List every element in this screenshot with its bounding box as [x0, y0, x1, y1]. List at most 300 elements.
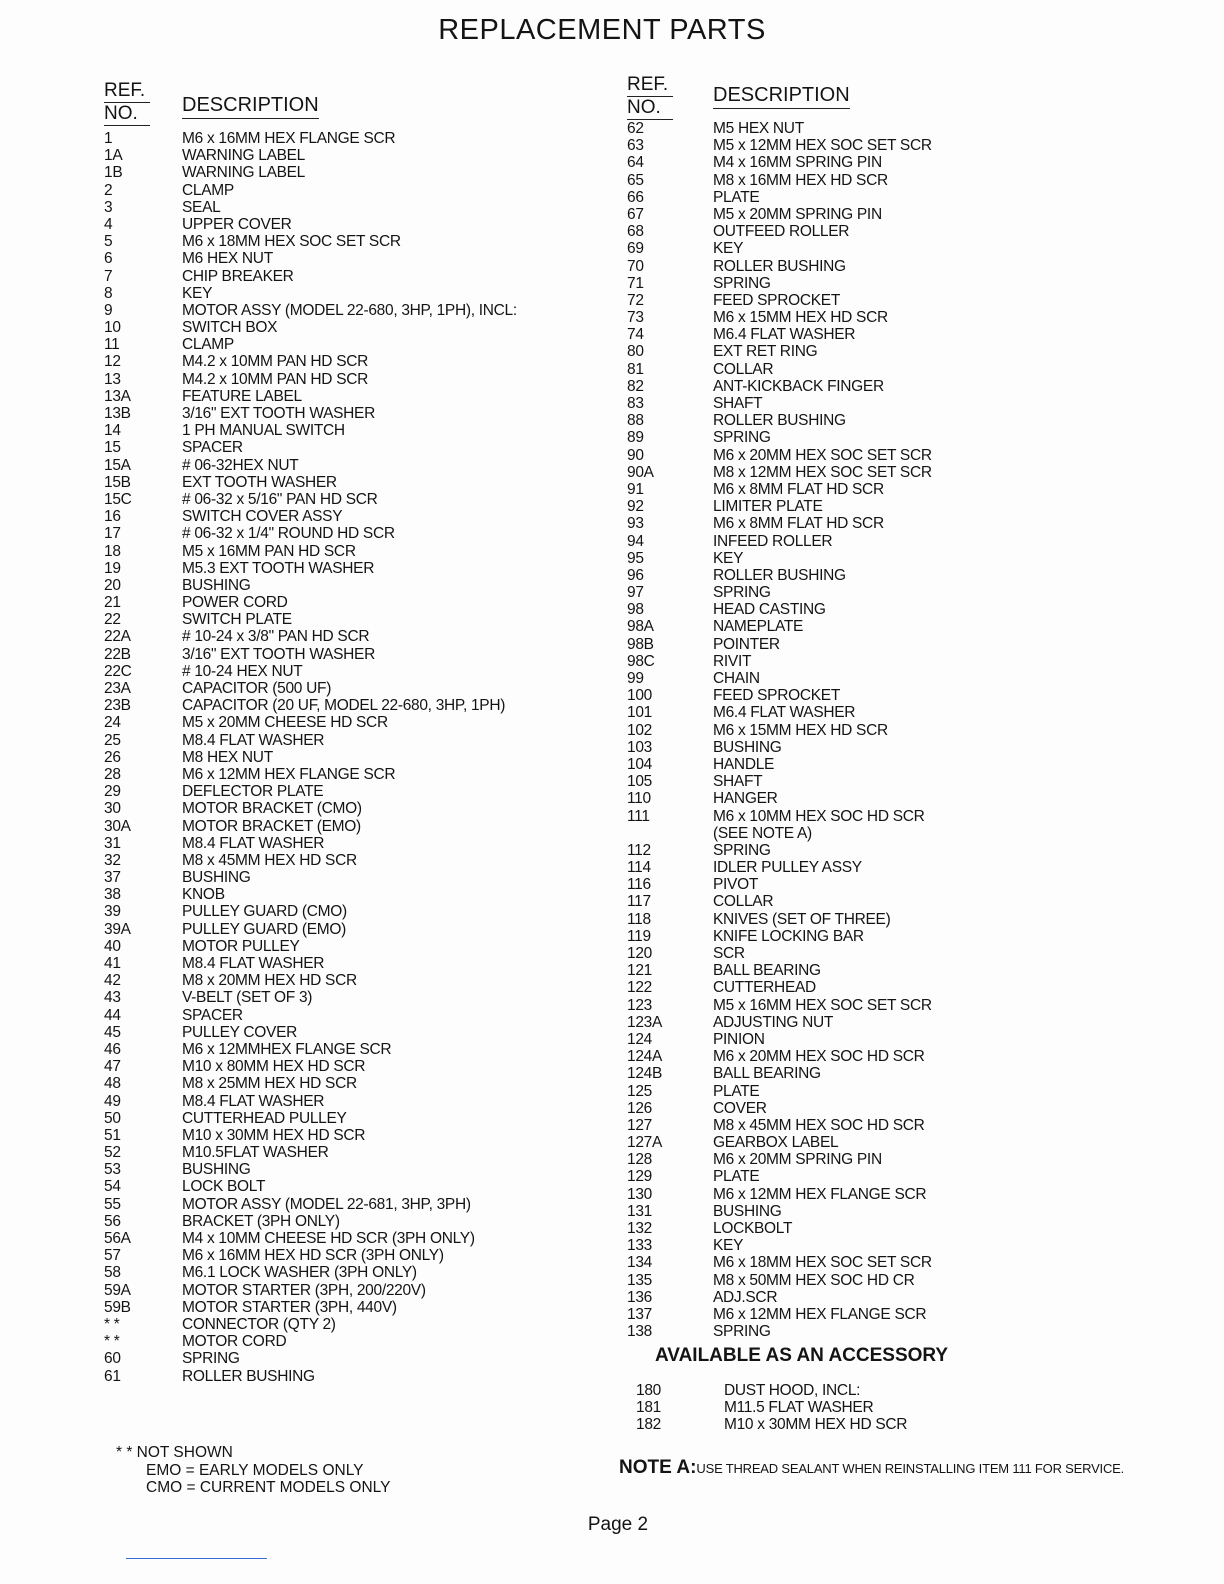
part-description: 3/16" EXT TOOTH WASHER [182, 405, 375, 422]
part-ref-no: 81 [627, 360, 644, 378]
part-row [104, 422, 564, 439]
part-ref-no: 80 [627, 343, 644, 361]
part-row [627, 1323, 1187, 1340]
part-ref-no: 182 [636, 1416, 661, 1434]
part-ref-no: 57 [104, 1247, 121, 1265]
part-row [636, 1416, 1086, 1433]
part-description: (SEE NOTE A) [713, 824, 812, 842]
part-description: NAMEPLATE [713, 618, 804, 636]
part-description: MOTOR ASSY (MODEL 22-680, 3HP, 1PH), INCL: [182, 301, 517, 319]
part-ref-no: 110 [627, 790, 651, 808]
part-description: KNIFE LOCKING BAR [713, 927, 864, 945]
part-description: M8.4 FLAT WASHER [182, 955, 325, 972]
part-row [627, 739, 1187, 756]
part-ref-no: 19 [104, 559, 121, 577]
part-ref-no: 5 [104, 233, 113, 251]
part-ref-no: 67 [627, 205, 644, 223]
note-a-text: USE THREAD SEALANT WHEN REINSTALLING ITEM 111 FOR SERVICE. [696, 1461, 1125, 1476]
part-description: MOTOR BRACKET (EMO) [182, 817, 361, 835]
part-description: M8 x 16MM HEX HD SCR [713, 171, 888, 189]
part-row [627, 481, 1187, 498]
part-row [627, 687, 1187, 704]
part-ref-no: 29 [104, 783, 121, 801]
part-description: LOCKBOLT [713, 1220, 793, 1237]
part-description: SPRING [713, 429, 771, 447]
part-row [627, 1254, 1187, 1271]
part-description: SHAFT [713, 395, 763, 412]
part-description: M5 HEX NUT [713, 120, 804, 137]
part-row [104, 1247, 564, 1264]
part-description: M6.4 FLAT WASHER [713, 326, 856, 344]
part-ref-no: 42 [104, 972, 121, 990]
part-row [627, 1151, 1187, 1168]
part-row [104, 1127, 564, 1144]
part-row [627, 962, 1187, 979]
part-description: LIMITER PLATE [713, 498, 823, 516]
part-ref-no: 112 [627, 841, 651, 859]
part-row [627, 498, 1187, 515]
part-row [636, 1399, 1086, 1416]
part-ref-no: 133 [627, 1237, 652, 1255]
part-row [104, 1230, 564, 1247]
part-row [636, 1382, 1086, 1399]
part-description: SPACER [182, 439, 243, 457]
part-description: BALL BEARING [713, 962, 821, 980]
part-ref-no: 54 [104, 1178, 121, 1196]
part-ref-no: 134 [627, 1254, 652, 1272]
part-ref-no: 74 [627, 326, 644, 344]
part-ref-no: 127 [627, 1116, 652, 1134]
part-row [104, 1058, 564, 1075]
part-description: M4 x 10MM CHEESE HD SCR (3PH ONLY) [182, 1230, 475, 1247]
part-row [627, 1220, 1187, 1237]
part-description: V-BELT (SET OF 3) [182, 989, 313, 1007]
part-row [627, 189, 1187, 206]
part-description: CLAMP [182, 336, 234, 354]
part-description: M5 x 16MM HEX SOC SET SCR [713, 996, 932, 1014]
part-description: ROLLER BUSHING [713, 566, 846, 584]
part-ref-no: 10 [104, 319, 121, 337]
accessory-parts-list [636, 1382, 1086, 1434]
part-row [627, 893, 1187, 910]
part-row [104, 1368, 564, 1385]
part-ref-no: 62 [627, 120, 644, 137]
part-row [627, 825, 1187, 842]
part-description: # 10-24 x 3/8" PAN HD SCR [182, 628, 370, 646]
part-ref-no: 100 [627, 687, 652, 705]
part-description: M6.1 LOCK WASHER (3PH ONLY) [182, 1264, 417, 1282]
part-ref-no: 37 [104, 869, 121, 887]
accessory-title: AVAILABLE AS AN ACCESSORY [655, 1345, 949, 1366]
part-description: M8 x 45MM HEX HD SCR [182, 851, 357, 869]
part-description: # 06-32 x 5/16" PAN HD SCR [182, 490, 378, 508]
part-description: 1 PH MANUAL SWITCH [182, 422, 345, 440]
part-row [627, 1083, 1187, 1100]
part-description: SWITCH PLATE [182, 611, 292, 629]
part-ref-no: 119 [627, 927, 651, 945]
part-description: M6.4 FLAT WASHER [713, 704, 856, 722]
part-description: EXT TOOTH WASHER [182, 473, 337, 491]
part-description: M8 x 45MM HEX SOC HD SCR [713, 1116, 925, 1134]
part-ref-no: * * [104, 1333, 120, 1351]
part-description: ROLLER BUSHING [713, 257, 846, 275]
part-row [104, 1110, 564, 1127]
part-description: MOTOR STARTER (3PH, 440V) [182, 1298, 397, 1316]
part-description: PULLEY GUARD (CMO) [182, 903, 347, 921]
part-row [627, 584, 1187, 601]
part-row [104, 543, 564, 560]
description-header: DESCRIPTION [713, 84, 850, 109]
part-row [104, 1075, 564, 1092]
part-row [104, 474, 564, 491]
part-ref-no: 22B [104, 645, 131, 663]
part-ref-no: 12 [104, 353, 121, 371]
part-description: BUSHING [713, 738, 782, 756]
part-ref-no: 82 [627, 377, 644, 395]
part-ref-no: 45 [104, 1023, 121, 1041]
part-description: M5 x 20MM CHEESE HD SCR [182, 714, 388, 732]
part-description: M6 x 18MM HEX SOC SET SCR [182, 233, 401, 251]
part-ref-no: 21 [104, 594, 121, 612]
part-ref-no: 24 [104, 714, 121, 732]
part-ref-no: 8 [104, 284, 113, 302]
part-ref-no: 30 [104, 800, 121, 818]
part-ref-no: 122 [627, 979, 652, 997]
part-ref-no: 15A [104, 456, 131, 474]
part-row [627, 206, 1187, 223]
part-ref-no: 116 [627, 876, 651, 894]
part-row [627, 1289, 1187, 1306]
part-description: # 10-24 HEX NUT [182, 662, 303, 680]
part-row [627, 859, 1187, 876]
part-ref-no: 105 [627, 773, 652, 791]
part-description: M8.4 FLAT WASHER [182, 731, 325, 749]
part-description: MOTOR ASSY (MODEL 22-681, 3HP, 3PH) [182, 1195, 471, 1213]
part-description: CUTTERHEAD [713, 979, 816, 997]
part-description: M8 x 25MM HEX HD SCR [182, 1075, 357, 1093]
part-description: INFEED ROLLER [713, 532, 833, 550]
part-row [104, 1264, 564, 1281]
part-row [104, 594, 564, 611]
part-ref-no: 13B [104, 405, 131, 422]
part-description: M6 x 12MM HEX FLANGE SCR [713, 1185, 927, 1203]
part-row [627, 137, 1187, 154]
part-ref-no: 44 [104, 1006, 121, 1024]
part-ref-no: 9 [104, 301, 113, 319]
part-ref-no: 90 [627, 446, 644, 464]
part-row [104, 697, 564, 714]
part-ref-no: 31 [104, 834, 121, 852]
part-row [104, 1213, 564, 1230]
part-row [627, 533, 1187, 550]
part-ref-no: 16 [104, 508, 121, 526]
part-row [104, 749, 564, 766]
part-description: SHAFT [713, 773, 763, 791]
part-row [627, 1117, 1187, 1134]
part-ref-no: 120 [627, 945, 652, 962]
part-description: M6 x 20MM HEX SOC HD SCR [713, 1048, 925, 1066]
part-description: CAPACITOR (20 UF, MODEL 22-680, 3HP, 1PH) [182, 697, 506, 715]
part-ref-no: 3 [104, 198, 113, 216]
part-description: M6 x 20MM HEX SOC SET SCR [713, 446, 932, 464]
part-description: M8 x 50MM HEX SOC HD CR [713, 1271, 915, 1289]
part-row [104, 938, 564, 955]
part-ref-no: 123A [627, 1013, 662, 1031]
part-row [627, 223, 1187, 240]
part-ref-no: 43 [104, 989, 121, 1007]
part-ref-no: 15 [104, 439, 121, 457]
part-ref-no: 1B [104, 164, 123, 182]
part-description: BRACKET (3PH ONLY) [182, 1212, 340, 1230]
part-ref-no: 38 [104, 886, 121, 904]
part-ref-no: 22C [104, 662, 132, 680]
emo-note: EMO = EARLY MODELS ONLY [146, 1461, 364, 1479]
part-ref-no: 32 [104, 851, 121, 869]
part-description: M8 HEX NUT [182, 748, 273, 766]
not-shown-note: * * NOT SHOWN [116, 1444, 233, 1461]
part-row [627, 240, 1187, 257]
part-row [104, 353, 564, 370]
part-description: M10 x 30MM HEX HD SCR [182, 1126, 366, 1144]
part-row [104, 371, 564, 388]
part-ref-no: 73 [627, 309, 644, 327]
part-ref-no: 137 [627, 1305, 652, 1323]
part-ref-no: 59B [104, 1298, 131, 1316]
part-ref-no: 56A [104, 1230, 131, 1247]
part-row [104, 199, 564, 216]
part-description: SPRING [713, 1323, 771, 1341]
part-ref-no: 39 [104, 903, 121, 921]
part-row [627, 997, 1187, 1014]
part-description: M10.5FLAT WASHER [182, 1144, 329, 1162]
part-row [627, 928, 1187, 945]
part-row [627, 258, 1187, 275]
part-row [627, 343, 1187, 360]
part-row [627, 1237, 1187, 1254]
part-row [627, 515, 1187, 532]
part-row [627, 1168, 1187, 1185]
part-ref-no: 99 [627, 670, 644, 687]
part-ref-no: 69 [627, 240, 644, 258]
part-ref-no: 46 [104, 1040, 121, 1058]
part-ref-no: 47 [104, 1058, 121, 1076]
part-ref-no: 63 [627, 137, 644, 155]
part-ref-no: 30A [104, 817, 131, 835]
part-row [104, 560, 564, 577]
part-ref-no: 2 [104, 181, 113, 199]
part-row [627, 1306, 1187, 1323]
part-row [627, 704, 1187, 721]
part-description: M6 x 12MM HEX FLANGE SCR [182, 765, 396, 783]
part-description: 3/16" EXT TOOTH WASHER [182, 645, 375, 663]
part-description: HANGER [713, 790, 778, 808]
part-row [627, 1031, 1187, 1048]
part-ref-no: 124A [627, 1048, 662, 1066]
part-ref-no: 180 [636, 1382, 661, 1399]
part-row [104, 989, 564, 1006]
part-description: SPRING [713, 274, 771, 292]
part-ref-no: 41 [104, 955, 121, 972]
part-ref-no: 138 [627, 1323, 652, 1341]
part-ref-no: 111 [627, 807, 650, 825]
part-row [104, 1178, 564, 1195]
part-ref-no: 64 [627, 154, 644, 172]
part-description: MOTOR BRACKET (CMO) [182, 800, 362, 818]
part-ref-no: 13 [104, 370, 121, 388]
part-ref-no: 1A [104, 147, 123, 165]
part-row [627, 154, 1187, 171]
part-ref-no: 55 [104, 1195, 121, 1213]
part-description: M6 x 12MM HEX FLANGE SCR [713, 1305, 927, 1323]
part-ref-no: 68 [627, 223, 644, 241]
part-row [627, 722, 1187, 739]
part-ref-no: 15C [104, 490, 132, 508]
part-description: SPACER [182, 1006, 243, 1024]
part-ref-no: 20 [104, 576, 121, 594]
part-ref-no: 50 [104, 1109, 121, 1127]
part-ref-no: 1 [104, 130, 113, 147]
part-ref-no: 101 [627, 704, 652, 722]
part-description: BUSHING [182, 1161, 251, 1179]
part-description: M6 x 16MM HEX FLANGE SCR [182, 130, 396, 147]
part-description: MOTOR PULLEY [182, 937, 300, 955]
part-row [104, 405, 564, 422]
part-ref-no: 48 [104, 1075, 121, 1093]
part-row [104, 525, 564, 542]
link-underline [126, 1558, 267, 1559]
part-row [104, 972, 564, 989]
part-row [627, 1203, 1187, 1220]
part-ref-no: 60 [104, 1350, 121, 1368]
part-description: PULLEY COVER [182, 1023, 297, 1041]
part-description: M6 x 10MM HEX SOC HD SCR [713, 807, 925, 825]
part-description: MOTOR CORD [182, 1333, 287, 1351]
part-row [627, 326, 1187, 343]
part-description: M6 x 8MM FLAT HD SCR [713, 515, 884, 533]
part-description: KEY [713, 549, 744, 567]
part-ref-no: 51 [104, 1126, 121, 1144]
part-ref-no: 71 [627, 274, 644, 292]
part-ref-no: 88 [627, 412, 644, 430]
part-ref-no: 72 [627, 291, 644, 309]
part-description: GEARBOX LABEL [713, 1134, 839, 1152]
part-description: M6 x 15MM HEX HD SCR [713, 309, 888, 327]
part-description: CHIP BREAKER [182, 267, 294, 285]
part-row [104, 714, 564, 731]
part-row [627, 464, 1187, 481]
part-row [627, 1065, 1187, 1082]
part-row [627, 309, 1187, 326]
part-description: M6 HEX NUT [182, 250, 273, 268]
part-row [104, 233, 564, 250]
part-description: M6 x 16MM HEX HD SCR (3PH ONLY) [182, 1247, 444, 1265]
part-ref-no: 125 [627, 1082, 652, 1100]
part-ref-no: 124B [627, 1065, 662, 1083]
part-description: M5 x 16MM PAN HD SCR [182, 542, 356, 560]
part-ref-no: 15B [104, 473, 131, 491]
part-row [104, 147, 564, 164]
part-description: M5 x 12MM HEX SOC SET SCR [713, 137, 932, 155]
part-row [104, 285, 564, 302]
part-row [627, 567, 1187, 584]
parts-list-right [627, 120, 1187, 1340]
part-row [627, 842, 1187, 859]
part-ref-no: 14 [104, 422, 121, 440]
part-description: M6 x 18MM HEX SOC SET SCR [713, 1254, 932, 1272]
part-description: FEED SPROCKET [713, 687, 841, 705]
part-ref-no: 4 [104, 215, 113, 233]
part-description: M4 x 16MM SPRING PIN [713, 154, 882, 172]
part-ref-no: 6 [104, 250, 113, 268]
part-row [104, 955, 564, 972]
part-row [104, 1316, 564, 1333]
part-description: M10 x 30MM HEX HD SCR [724, 1416, 908, 1434]
part-ref-no: 131 [627, 1202, 652, 1220]
part-description: KEY [713, 240, 744, 258]
part-row [104, 1282, 564, 1299]
part-row [104, 1161, 564, 1178]
part-row [627, 550, 1187, 567]
part-ref-no: 7 [104, 267, 113, 285]
part-description: M4.2 x 10MM PAN HD SCR [182, 370, 369, 388]
part-ref-no: 104 [627, 755, 652, 773]
part-ref-no: 93 [627, 515, 644, 533]
part-ref-no: 96 [627, 566, 644, 584]
part-row [627, 1014, 1187, 1031]
part-row [104, 182, 564, 199]
part-description: POINTER [713, 635, 780, 653]
part-ref-no: 136 [627, 1288, 652, 1306]
part-row [104, 869, 564, 886]
part-description: SPRING [182, 1350, 240, 1368]
part-description: # 06-32 x 1/4" ROUND HD SCR [182, 525, 395, 543]
part-description: CUTTERHEAD PULLEY [182, 1109, 347, 1127]
part-row [104, 886, 564, 903]
part-description: PIVOT [713, 876, 759, 894]
part-row [627, 275, 1187, 292]
part-row [104, 164, 564, 181]
part-row [104, 783, 564, 800]
part-ref-no: 98A [627, 618, 654, 636]
part-row [104, 611, 564, 628]
part-row [104, 457, 564, 474]
part-description: EXT RET RING [713, 343, 818, 361]
part-ref-no: 90A [627, 463, 654, 481]
part-description: PULLEY GUARD (EMO) [182, 920, 346, 938]
part-description: SCR [713, 945, 745, 962]
part-ref-no: 95 [627, 549, 644, 567]
page-title: REPLACEMENT PARTS [438, 14, 766, 46]
part-description: DUST HOOD, INCL: [724, 1382, 861, 1399]
part-row [104, 1299, 564, 1316]
part-row [104, 1041, 564, 1058]
part-row [104, 1024, 564, 1041]
part-ref-no: 123 [627, 996, 652, 1014]
part-ref-no: 17 [104, 525, 121, 543]
part-ref-no: 130 [627, 1185, 652, 1203]
part-description: BUSHING [182, 576, 251, 594]
part-ref-no [627, 825, 713, 842]
part-description: MOTOR STARTER (3PH, 200/220V) [182, 1281, 426, 1299]
column-header [104, 80, 564, 130]
part-description: CAPACITOR (500 UF) [182, 680, 332, 697]
part-row [104, 216, 564, 233]
part-description: M8.4 FLAT WASHER [182, 1092, 325, 1110]
part-ref-no: 89 [627, 429, 644, 447]
part-ref-no: 117 [627, 893, 651, 911]
part-row [104, 646, 564, 663]
part-row [627, 911, 1187, 928]
